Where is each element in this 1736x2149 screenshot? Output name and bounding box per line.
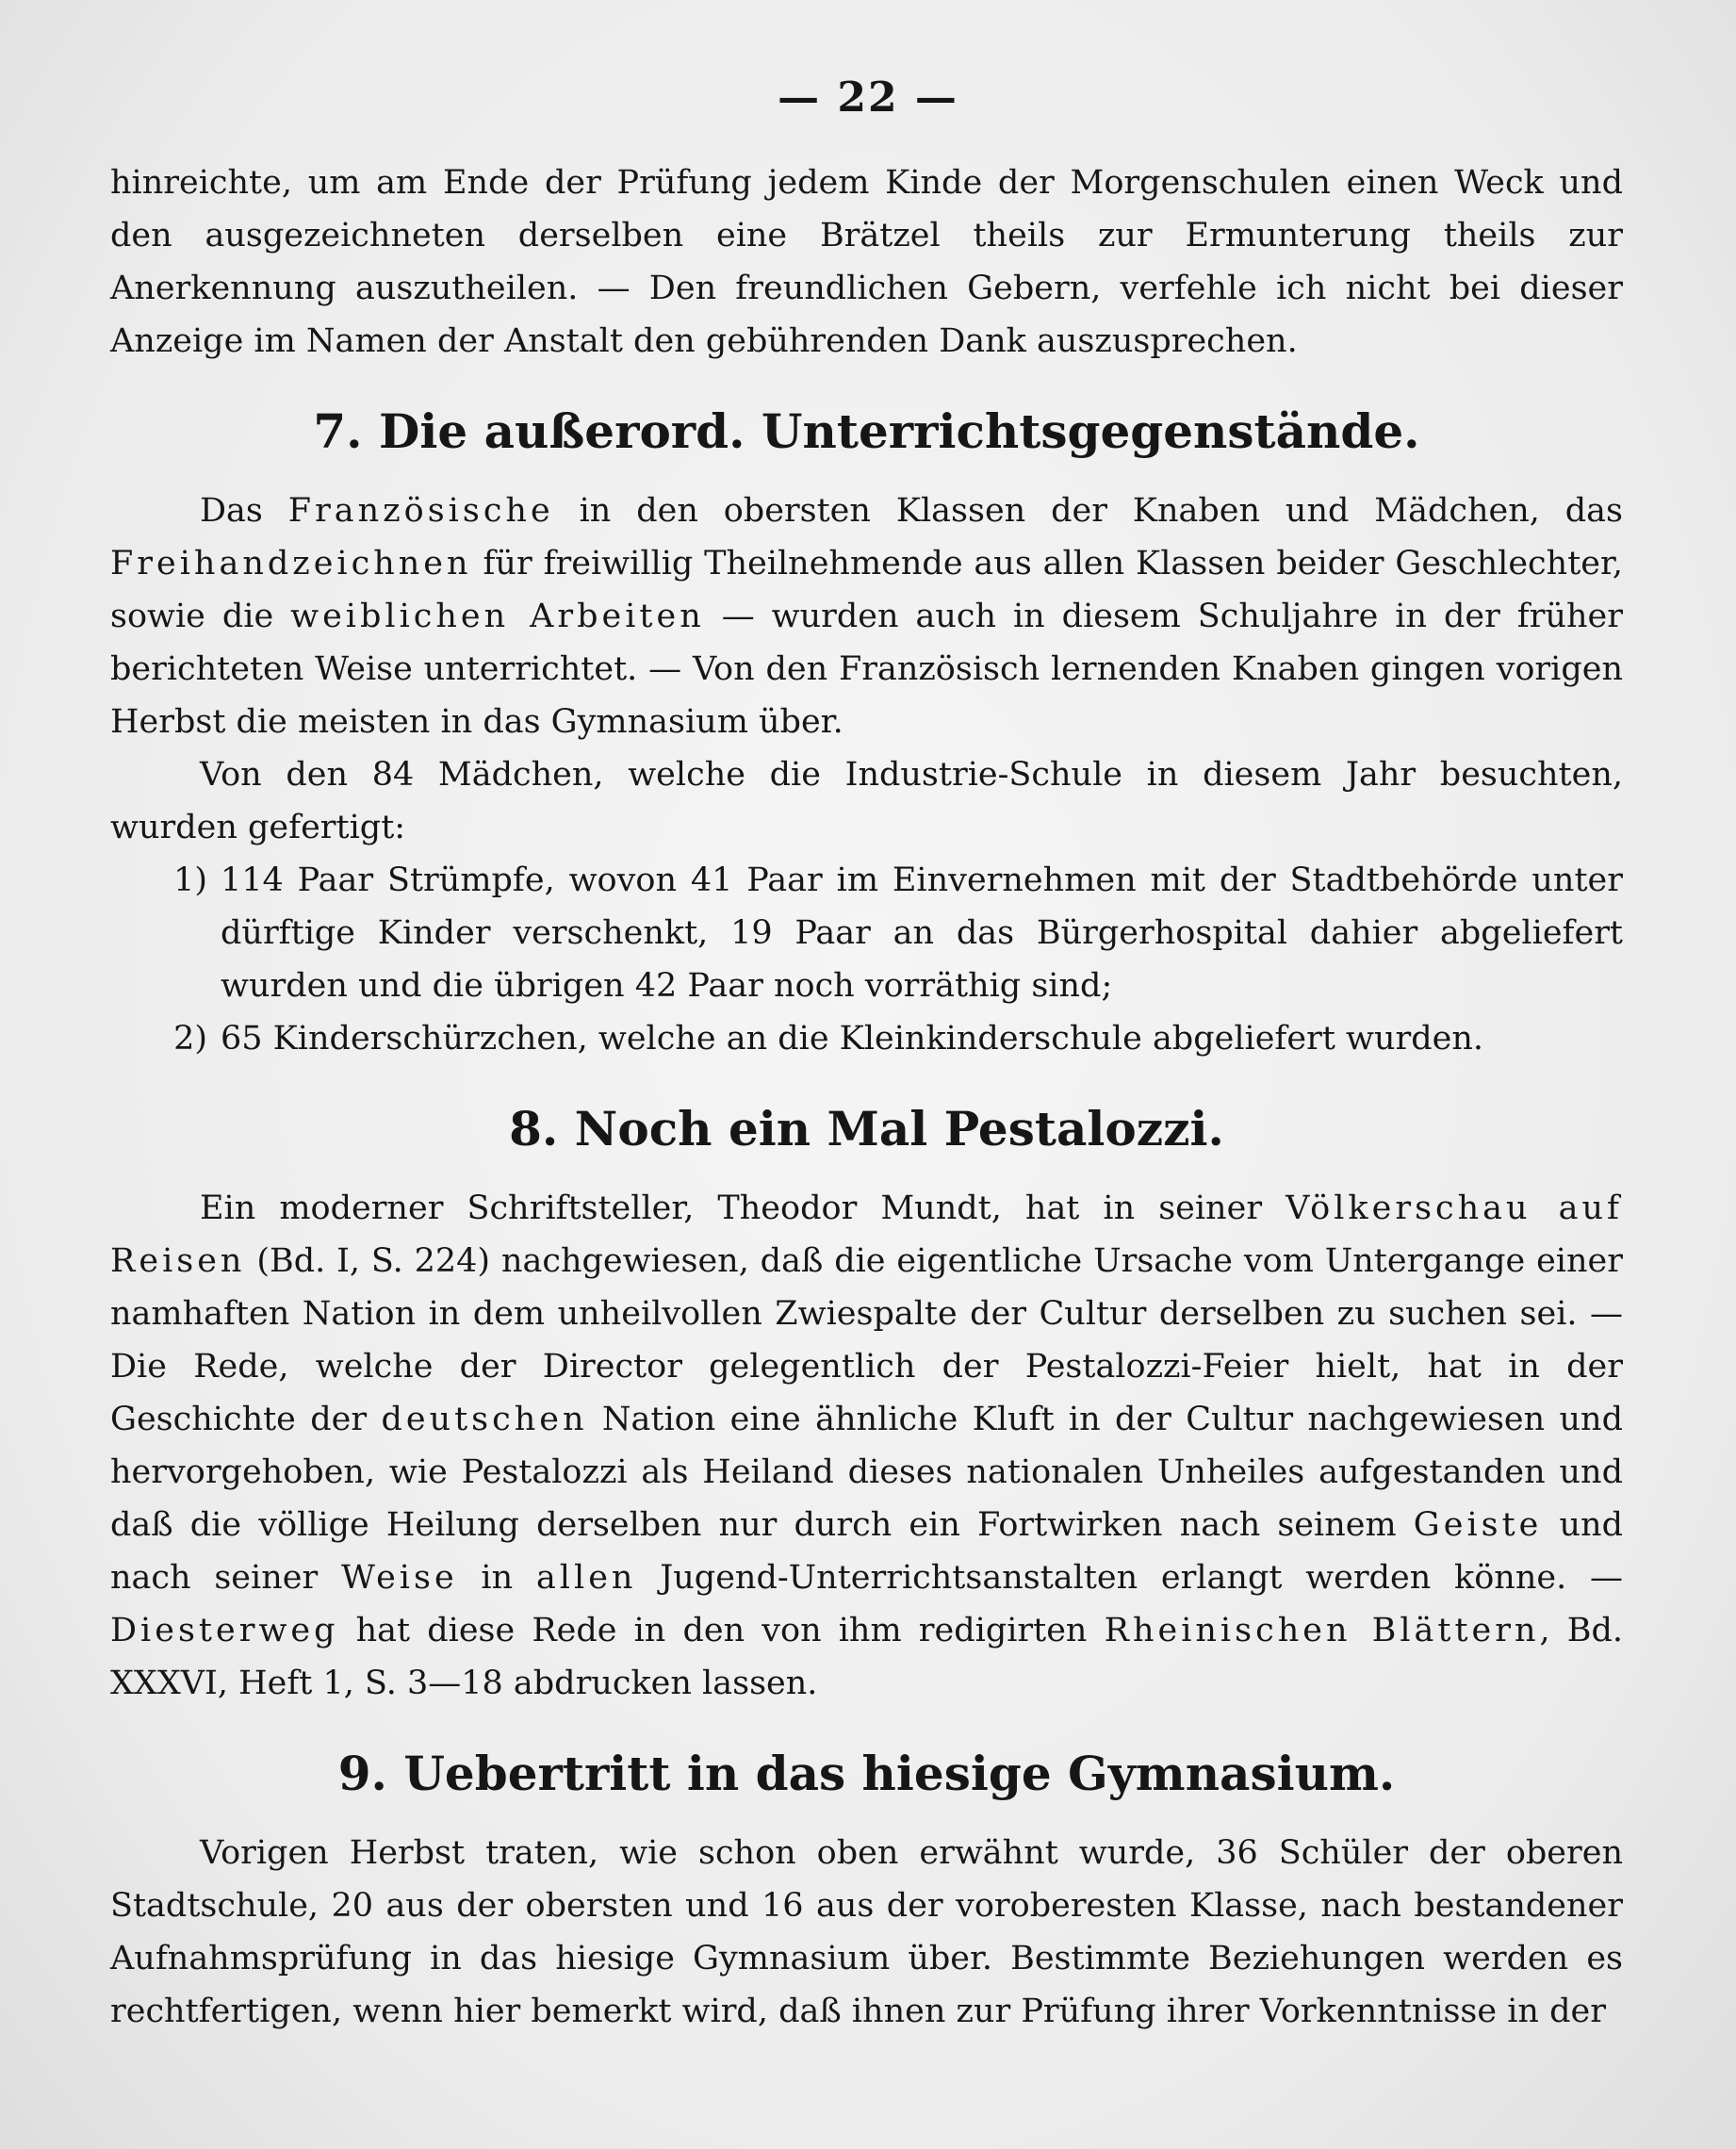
spaced-term: Französische [287,492,554,530]
spaced-term: allen [535,1559,637,1597]
list-item [110,854,1623,1012]
spaced-term: Weise [340,1559,458,1597]
page-body [110,156,1623,2038]
section-9-heading: 9. Uebertritt in das hiesige Gymnasium. [337,1746,1396,1801]
page-number: — 22 — [778,74,958,122]
production-list [110,854,1623,1065]
spaced-term: deutschen [381,1401,588,1438]
list-item-text: 114 Paar Strümpfe, wovon 41 Paar im Einvernehmen mit der Stadtbehörde unter dürftige Kinder verschenkt, 19 Paar an das Bürgerhospital dahier abgeliefert wurden und die übrigen 42 Paar noch vorräthig sind; [221,861,1623,1005]
spaced-term: Rheinischen Blättern [1104,1612,1540,1649]
list-item-text: 65 Kinderschürzchen, welche an die Kleinkinderschule abgeliefert wurden. [221,1020,1484,1058]
spaced-term: Diesterweg [110,1612,339,1649]
list-item-number: 1) [173,861,207,899]
section-7-paragraph-2: Von den 84 Mädchen, welche die Industrie-Schule in diesem Jahr besuchten, wurden gefertigt: [110,756,1623,846]
spaced-term: Geiste [1413,1506,1543,1544]
section-9-paragraph: Vorigen Herbst traten, wie schon oben erwähnt wurde, 36 Schüler der oberen Stadtschule, 20 aus der obersten und 16 aus der voroberesten Klasse, nach bestandener Aufnahmsprüfung in das hiesige Gymnasium über. Bestimmte Beziehungen werden es rechtfertigen, wenn hier bemerkt wird, daß ihnen zur Prüfung ihrer Vorkenntnisse in der [110,1834,1623,2030]
list-item-number: 2) [173,1020,207,1058]
intro-paragraph: hinreichte, um am Ende der Prüfung jedem Kinde der Morgenschulen einen Weck und den ausgezeichneten derselben eine Brätzel theils zur Ermunterung theils zur Anerkennung auszutheilen. — Den freundlichen Gebern, verfehle ich nicht bei dieser Anzeige im Namen der Anstalt den gebührenden Dank auszusprechen. [110,164,1623,360]
spaced-term: Freihandzeichnen [110,545,472,582]
section-7-paragraph-1: Das Französische in den obersten Klassen der Knaben und Mädchen, das Freihandzeichnen für freiwillig Theilnehmende aus allen Klassen beider Geschlechter, sowie die weiblichen Arbeiten — wurden auch in diesem Schuljahre in der früher berichteten Weise unterrichtet. — Von den Französisch lernenden Knaben gingen vorigen Herbst die meisten in das Gymnasium über. [110,492,1624,741]
list-item [110,1012,1623,1065]
spaced-term: weiblichen Arbeiten [290,598,705,635]
spaced-term: Völkerschau auf Reisen [110,1189,1623,1280]
section-8-paragraph: Ein moderner Schriftsteller, Theodor Mundt, hat in seiner Völkerschau auf Reisen (Bd. I, S. 224) nachgewiesen, daß die eigentliche Ursache vom Untergange einer namhaften Nation in dem unheilvollen Zwiespalte der Cultur derselben zu suchen sei. — Die Rede, welche der Director gelegentlich der Pestalozzi-Feier hielt, hat in der Geschichte der deutschen Nation eine ähnliche Kluft in der Cultur nachgewiesen und hervorgehoben, wie Pestalozzi als Heiland dieses nationalen Unheiles aufgestanden und daß die völlige Heilung derselben nur durch ein Fortwirken nach seinem Geiste und nach seiner Weise in allen Jugend-Unterrichtsanstalten erlangt werden könne. — Diesterweg hat diese Rede in den von ihm redigirten Rheinischen Blättern, Bd. XXXVI, Heft 1, S. 3—18 abdrucken lassen. [110,1189,1623,1702]
section-8-heading: 8. Noch ein Mal Pestalozzi. [509,1101,1224,1157]
section-7-heading: 7. Die außerord. Unterrichtsgegenstände. [313,403,1420,459]
